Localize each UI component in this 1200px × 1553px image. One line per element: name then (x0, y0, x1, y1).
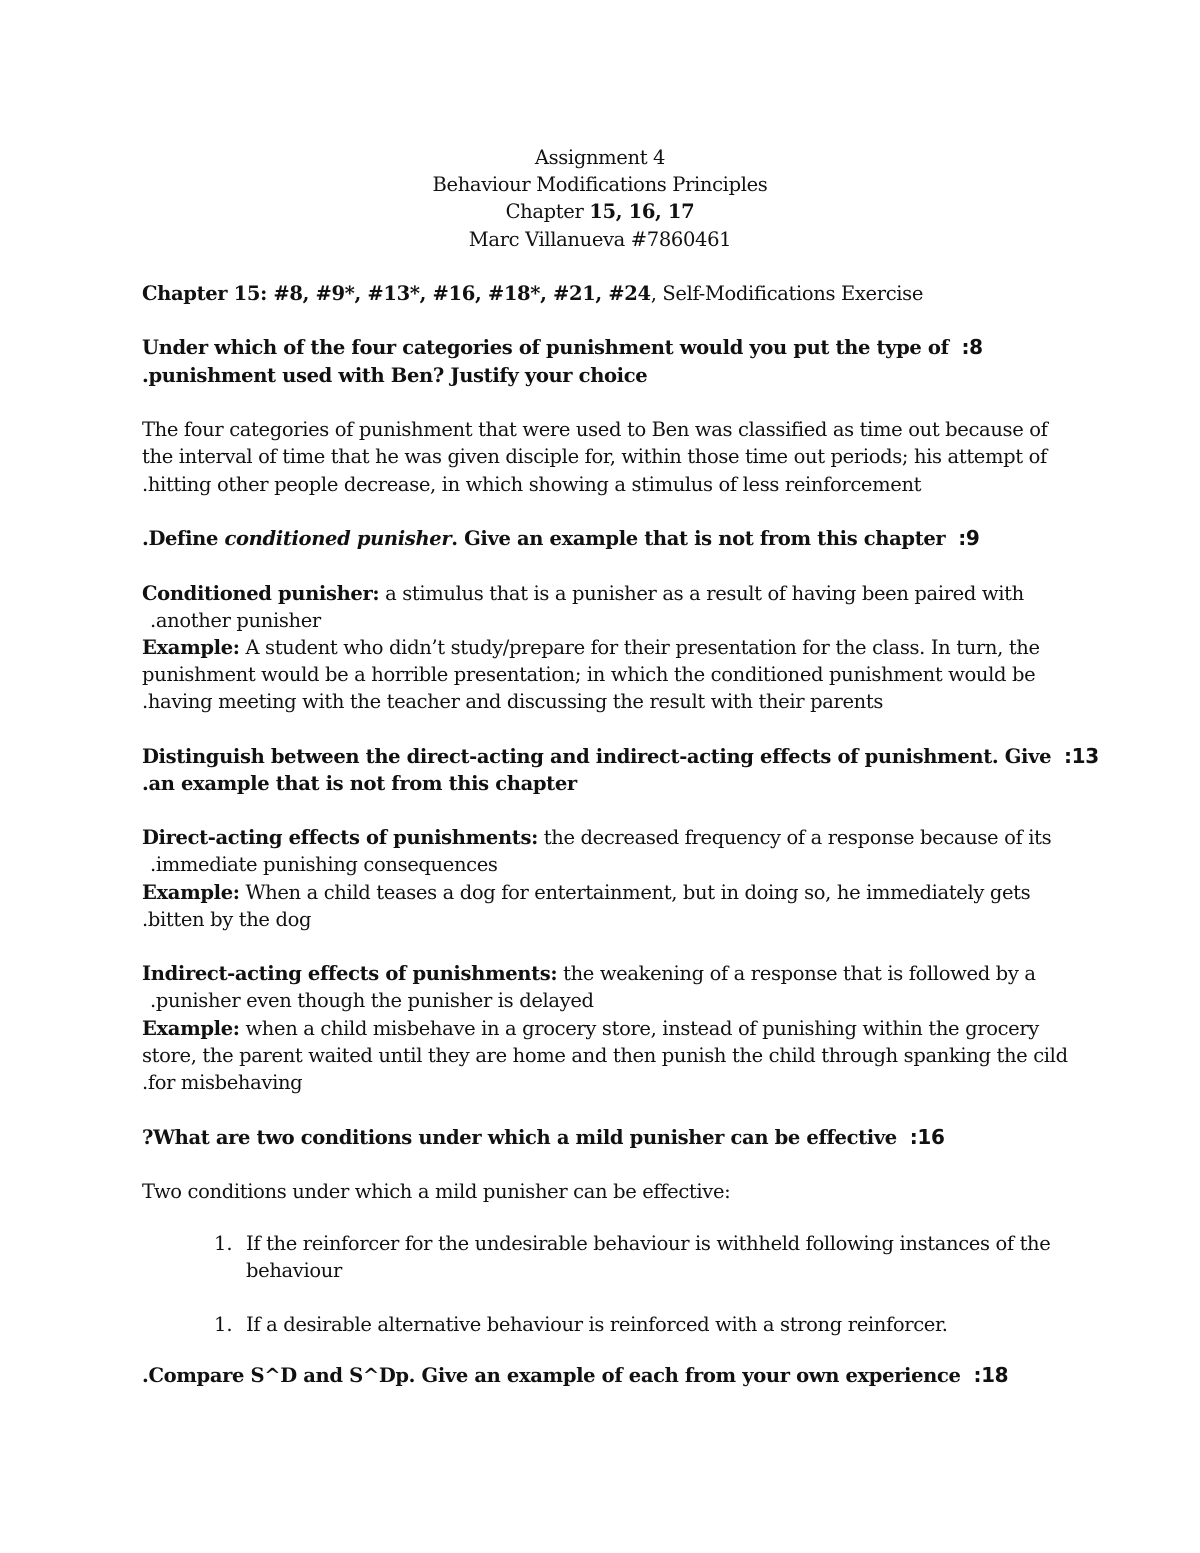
q13-indirect-example-cont1: store, the parent waited until they are home and then punish the child through spanking the cild (142, 1044, 1068, 1067)
q13-direct-example-label: Example: (142, 881, 240, 904)
q13-indirect-example-cont2: .for misbehaving (142, 1071, 303, 1094)
q13-direct-cont: .immediate punishing consequences (150, 853, 498, 876)
q9-number: :9 (958, 526, 980, 550)
q9-example-label: Example: (142, 636, 240, 659)
q9-post: . Give an example that is not from this chapter (451, 527, 946, 550)
q8-heading (142, 334, 983, 361)
q13-indirect-cont: .punisher even though the punisher is delayed (150, 989, 594, 1012)
course-name: Behaviour Modifications Principles (432, 173, 768, 196)
q16-number: :16 (909, 1125, 945, 1149)
q13-indirect (142, 960, 1036, 987)
chapter-questions-rest: , Self-Modifications Exercise (650, 282, 924, 305)
q8-number: :8 (961, 335, 983, 359)
q13-text-line1: Distinguish between the direct-acting and indirect-acting effects of punishment. Give (142, 745, 1052, 768)
q8-text-line2: .punishment used with Ben? Justify your choice (142, 364, 648, 387)
chapters-line (0, 198, 1200, 225)
q8-answer-line3: .hitting other people decrease, in which showing a stimulus of less reinforcement (142, 473, 922, 496)
q8-answer-line2: the interval of time that he was given disciple for, within those time out periods; his attempt of (142, 445, 1047, 468)
chapter-question-list (142, 280, 923, 307)
q13-direct-example-cont: .bitten by the dog (142, 908, 312, 931)
q13-indirect-label: Indirect-acting effects of punishments: (142, 962, 558, 985)
assignment-title: Assignment 4 (534, 146, 666, 169)
q13-text-line2: .an example that is not from this chapter (142, 772, 577, 795)
chapters-numbers: 15, 16, 17 (589, 200, 695, 223)
chapter-questions-bold: Chapter 15: #8, #9*, #13*, #16, #18*, #21, #24 (142, 282, 651, 305)
q9-definition (142, 580, 1024, 607)
q9-example-cont2: .having meeting with the teacher and discussing the result with their parents (142, 690, 883, 713)
q18-heading (142, 1362, 1008, 1389)
q13-direct (142, 824, 1051, 851)
q18-number: :18 (973, 1363, 1009, 1387)
q9-example (142, 634, 1040, 661)
q13-direct-example-text: When a child teases a dog for entertainment, but in doing so, he immediately gets (239, 881, 1031, 904)
q16-intro: Two conditions under which a mild punisher can be effective: (142, 1180, 731, 1203)
q18-text: .Compare S^D and S^Dp. Give an example of each from your own experience (142, 1364, 961, 1387)
q13-direct-text: the decreased frequency of a response because of its (537, 826, 1052, 849)
q13-indirect-example-text: when a child misbehave in a grocery store, instead of punishing within the grocery (239, 1017, 1039, 1040)
list-item-text-line2: behaviour (246, 1259, 342, 1282)
q9-term: conditioned punisher (224, 527, 452, 550)
q9-example-cont1: punishment would be a horrible presentation; in which the conditioned punishment would be (142, 663, 1036, 686)
author-line: Marc Villanueva #7860461 (468, 228, 732, 251)
q13-indirect-example (142, 1015, 1039, 1042)
q16-text: ?What are two conditions under which a mild punisher can be effective (142, 1126, 897, 1149)
q9-definition-cont: .another punisher (150, 609, 321, 632)
q8-answer-line1: The four categories of punishment that were used to Ben was classified as time out because of (142, 418, 1048, 441)
q13-number: :13 (1064, 744, 1099, 768)
list-item-number: 1. (214, 1313, 233, 1336)
list-item-text-line1: If the reinforcer for the undesirable behaviour is withheld following instances of the (246, 1232, 1051, 1255)
q9-pre: .Define (142, 527, 225, 550)
q8-text-line1: Under which of the four categories of punishment would you put the type of (142, 336, 949, 359)
q16-heading (142, 1124, 945, 1151)
list-item-number: 1. (214, 1232, 233, 1255)
q13-heading (142, 743, 1099, 770)
list-item-text-line1: If a desirable alternative behaviour is reinforced with a strong reinforcer. (246, 1313, 948, 1336)
q13-indirect-text: the weakening of a response that is followed by a (557, 962, 1036, 985)
q13-direct-example (142, 879, 1030, 906)
q9-heading (142, 525, 979, 552)
chapters-prefix: Chapter (505, 200, 590, 223)
q9-definition-label: Conditioned punisher: (142, 582, 380, 605)
q9-example-text: A student who didn’t study/prepare for their presentation for the class. In turn, the (239, 636, 1040, 659)
q13-indirect-example-label: Example: (142, 1017, 240, 1040)
q13-direct-label: Direct-acting effects of punishments: (142, 826, 538, 849)
q9-definition-text: a stimulus that is a punisher as a result of having been paired with (379, 582, 1024, 605)
